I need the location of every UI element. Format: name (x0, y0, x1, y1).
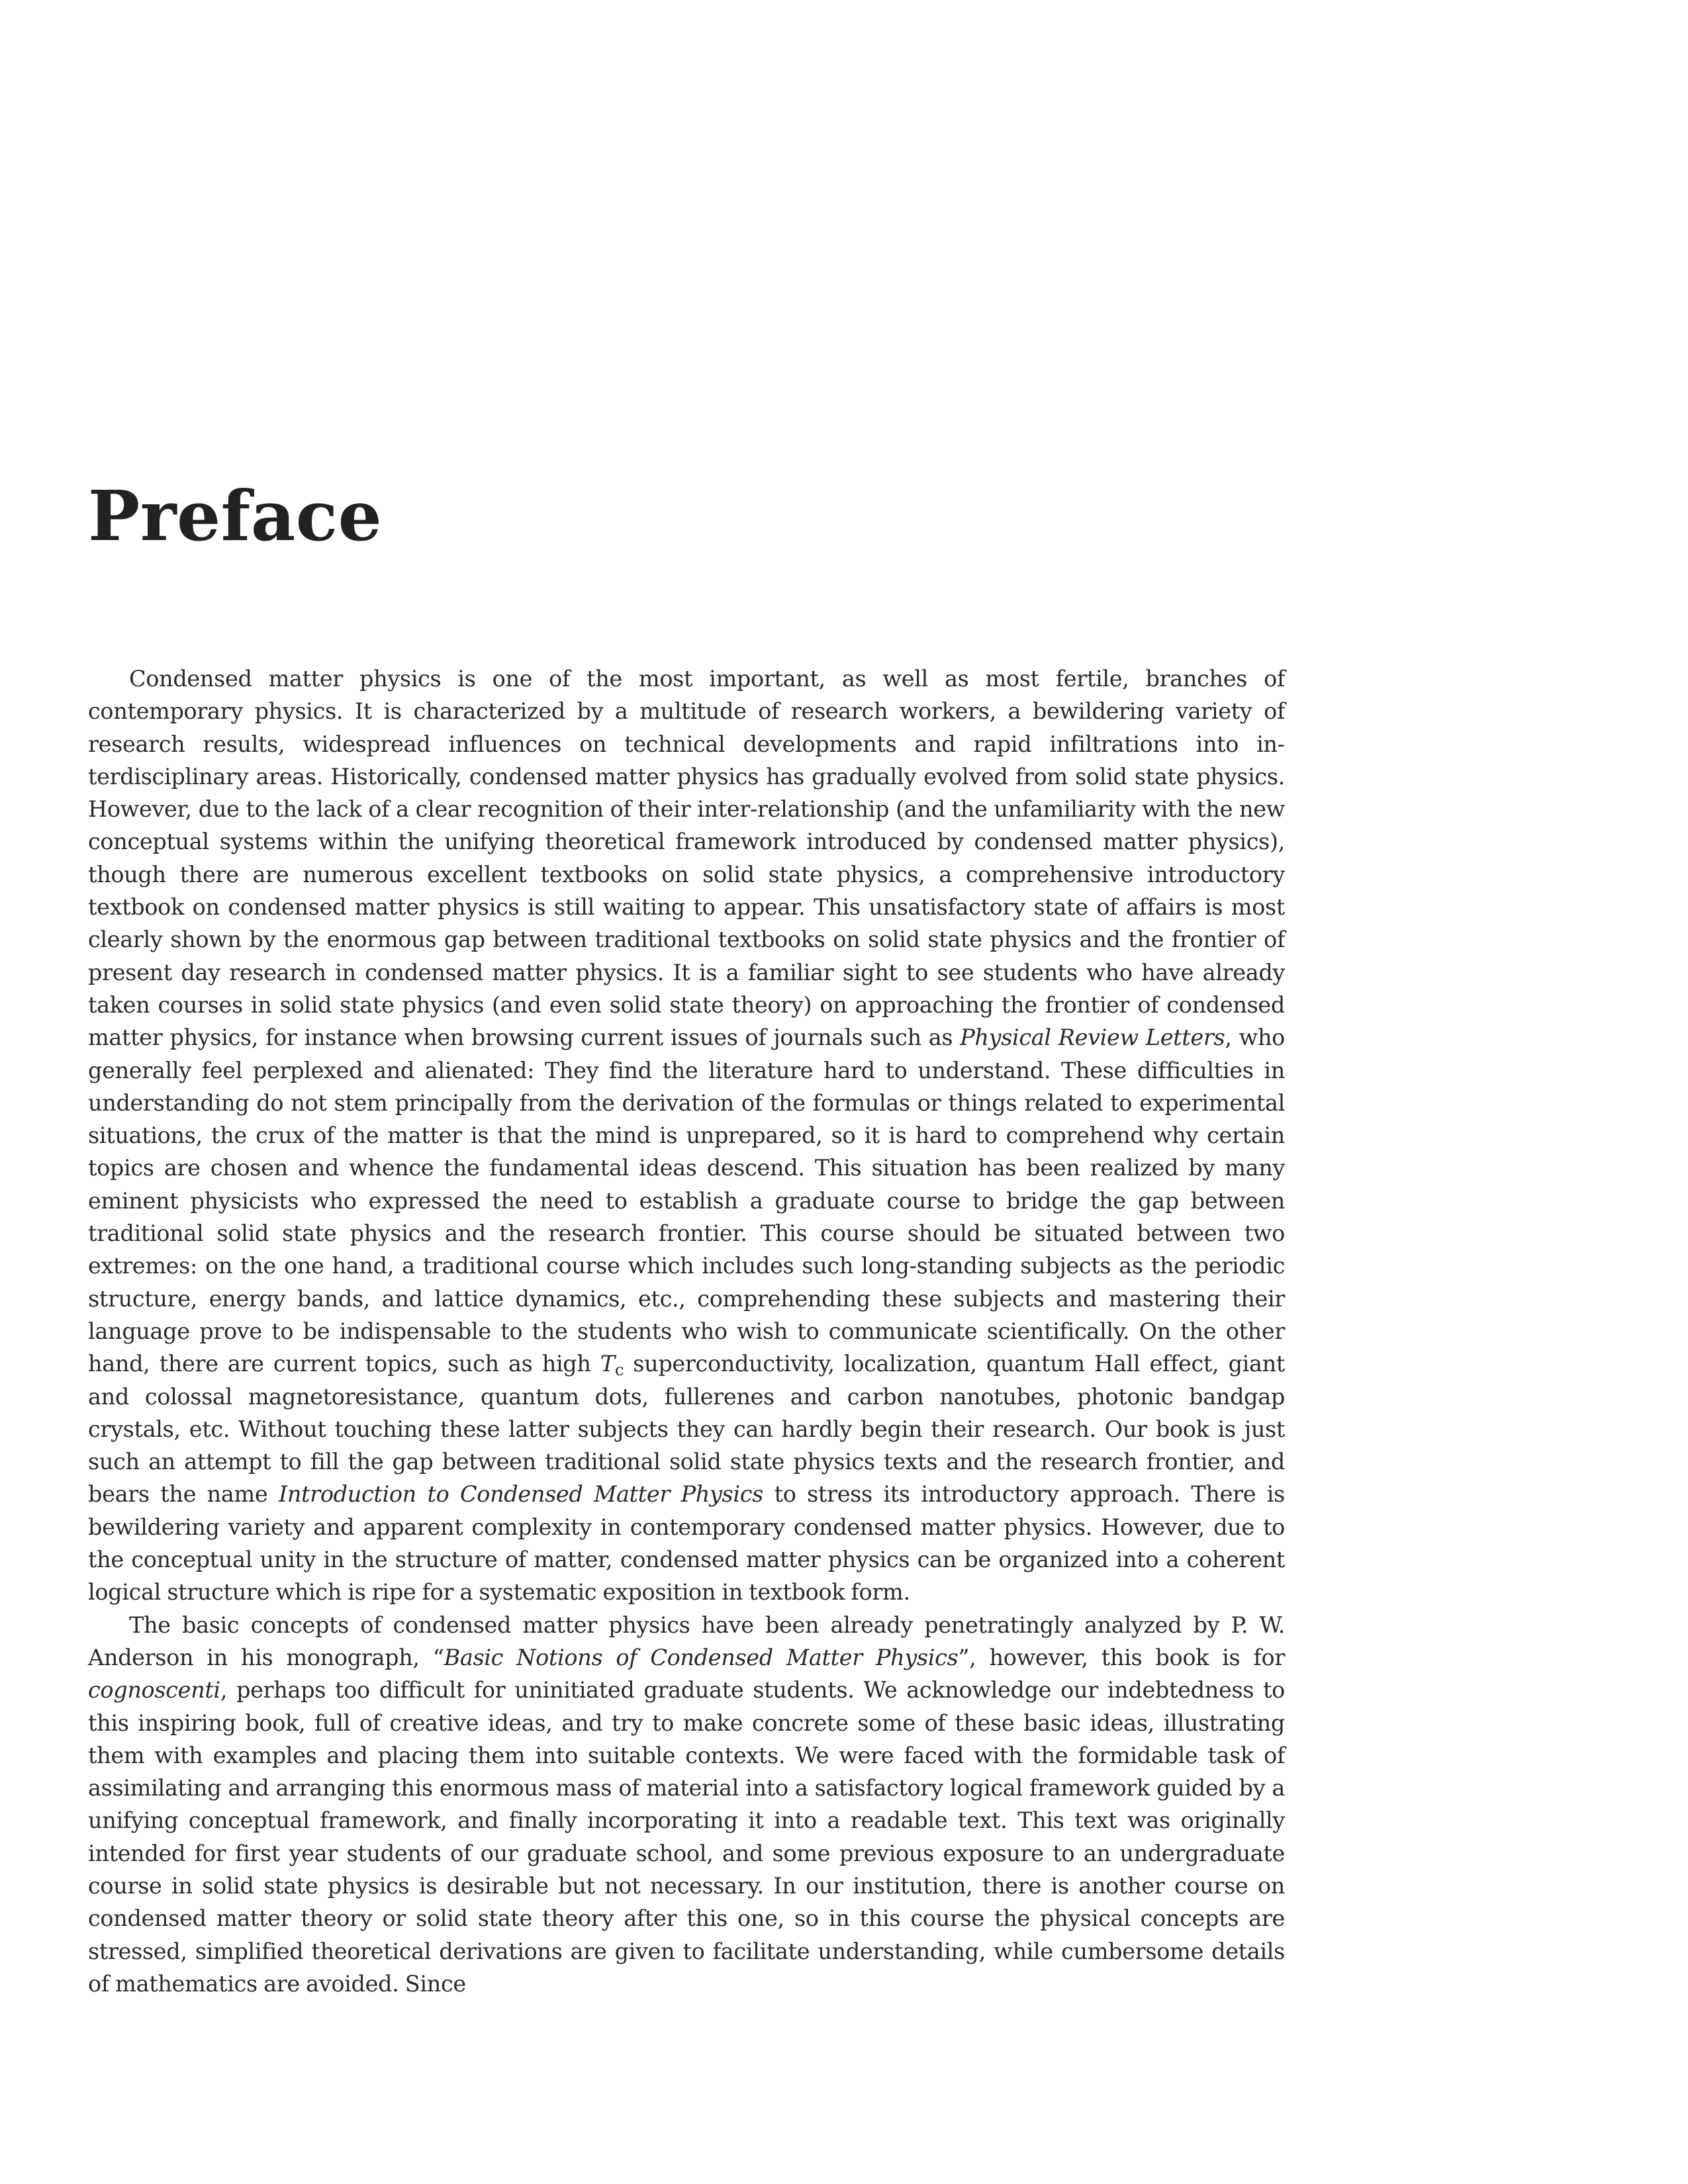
paragraph (88, 662, 1285, 1609)
math-subscript: c (614, 1361, 624, 1380)
page-title: Preface (88, 475, 383, 557)
text-segment: superconductivity, localization, quantum Hall effect, giant and colossal magnetoresistance, quantum dots, fullerenes and carbon nanotubes, photonic bandgap crystals, etc. Without touching these latter subjects they can hardly begin their research. Our book is just such an attempt to fill the gap between traditional solid state physics texts and the research frontier, and bears the name (88, 1351, 1285, 1508)
book-title: Basic Notions of Condensed Matter Physics (444, 1644, 959, 1670)
text-segment: Condensed matter physics is one of the most important, as well as most fertile, branches of contemporary physics. It is characterized by a multitude of research workers, a bewildering variety of research results, widespread influences on technical developments and rapid infiltrations into interdisciplinary areas. Historically, condensed matter physics has gradually evolved from solid state physics. However, due to the lack of a clear recognition of their inter-relationship (and the unfamiliarity with the new conceptual systems within the unifying theoretical framework introduced by condensed matter physics), though there are numerous excellent textbooks on solid state physics, a comprehensive introductory textbook on condensed matter physics is still waiting to appear. This unsatisfactory state of affairs is most clearly shown by the enormous gap between traditional textbooks on solid state physics and the frontier of present day research in condensed matter physics. It is a familiar sight to see students who have already taken courses in solid state physics (and even solid state theory) on approaching the frontier of condensed matter physics, for instance when browsing current issues of journals such as (88, 666, 1285, 1051)
text-segment: , who generally feel perplexed and alienated: They find the literature hard to understand. These difficulties in understanding do not stem principally from the derivation of the formulas or things related to experimental situations, the crux of the matter is that the mind is unprepared, so it is hard to comprehend why certain topics are chosen and whence the fundamental ideas descend. This situation has been realized by many eminent physicists who expressed the need to establish a graduate course to bridge the gap between traditional solid state physics and the research frontier. This course should be situated between two extremes: on the one hand, a traditional course which includes such long-standing subjects as the periodic structure, energy bands, and lattice dynamics, etc., comprehending these subjects and mastering their language prove to be indispensable to the students who wish to communicate scientifically. On the other hand, there are current topics, such as high (88, 1024, 1285, 1377)
journal-title: Physical Review Letters (960, 1024, 1225, 1051)
body-text (88, 662, 1285, 2000)
text-segment: ”, however, this book is for (958, 1644, 1285, 1670)
text-segment: , perhaps too difficult for uninitiated graduate students. We acknowledge our indebtedness to this inspiring book, full of creative ideas, and try to make concrete some of these basic ideas, illustrating them with examples and placing them into suitable contexts. We were faced with the formidable task of assimilating and arranging this enormous mass of material into a satisfactory logical framework guided by a unifying conceptual framework, and finally incorporating it into a readable text. This text was originally intended for first year students of our graduate school, and some previous exposure to an undergraduate course in solid state physics is desirable but not necessary. In our institution, there is another course on condensed matter theory or solid state theory after this one, so in this course the physical concepts are stressed, simplified theoretical derivations are given to facilitate understanding, while cumbersome details of mathematics are avoided. Since (88, 1677, 1285, 1997)
text-segment: to stress its introductory approach. There is bewildering variety and apparent complexity in contemporary condensed matter physics. However, due to the conceptual unity in the structure of matter, condensed matter physics can be organized into a coherent logical structure which is ripe for a systematic exposition in textbook form. (88, 1481, 1285, 1606)
book-title: Introduction to Condensed Matter Physics (278, 1481, 764, 1508)
math-symbol: T (600, 1351, 615, 1377)
emphasis: cognoscenti (88, 1677, 220, 1704)
paragraph (88, 1609, 1285, 2001)
document-page (88, 0, 1285, 2184)
text-segment: The basic concepts of condensed matter physics have been already penetratingly analyzed by P. W. Anderson in his monograph, “ (88, 1612, 1285, 1670)
